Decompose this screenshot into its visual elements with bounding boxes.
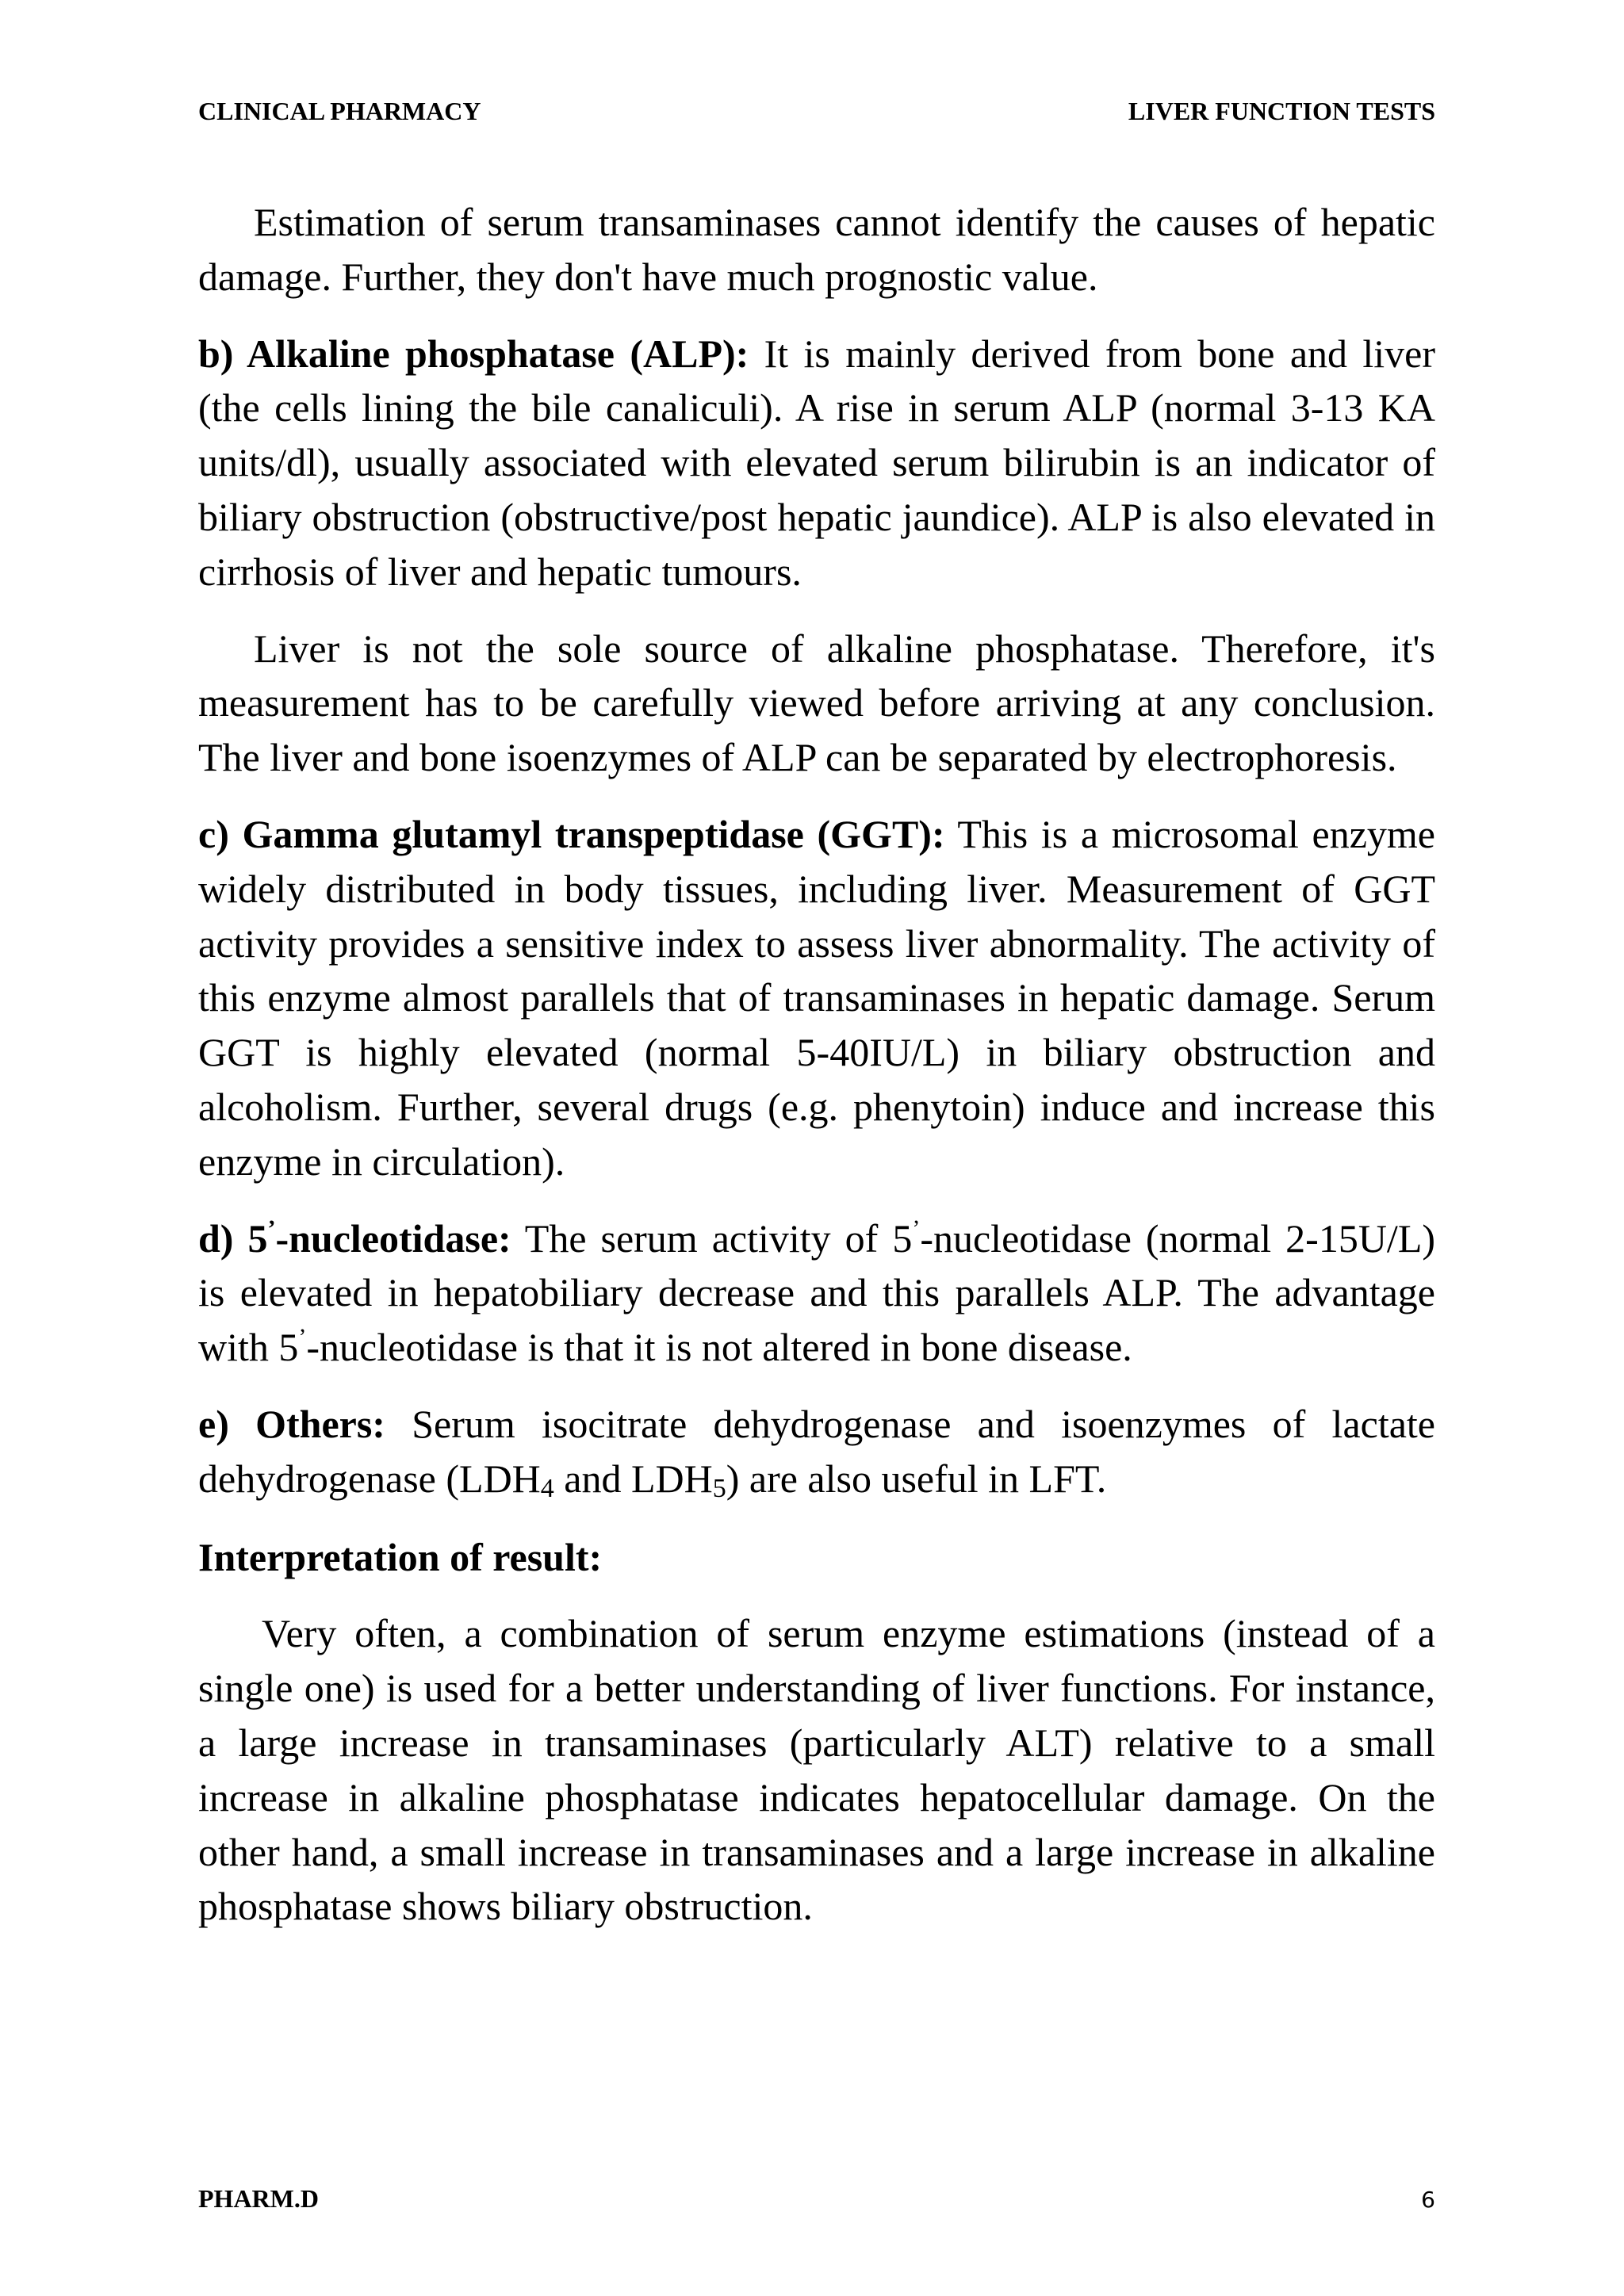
nucleotidase-heading-part: -nucleotidase: [275, 1215, 511, 1261]
paragraph-others [198, 1397, 1435, 1506]
page-number: 6 [1421, 2187, 1435, 2213]
nucleotidase-text: -nucleotidase is that it is not altered in bone disease. [306, 1325, 1132, 1370]
others-text: Serum isocitrate dehydrogenase and isoenzymes of lactate dehydrogenase (LDH [198, 1401, 1435, 1501]
nucleotidase-text: The serum activity of 5 [511, 1215, 913, 1261]
ggt-text: This is a microsomal enzyme widely distributed in body tissues, including liver. Measurement of GGT activity provides a sensitive index to assess liver abnormality. The activity of this enzyme almost parallels that of transaminases in hepatic damage. Serum GGT is highly elevated (normal 5-40IU/L) in biliary obstruction and alcoholism. Further, several drugs (e.g. phenytoin) induce and increase this enzyme in circulation). [198, 811, 1435, 1184]
paragraph-transaminases: Estimation of serum transaminases cannot identify the causes of hepatic damage. Further, they don't have much prognostic value. [198, 200, 1435, 299]
paragraph-alp-note: Liver is not the sole source of alkaline phosphatase. Therefore, it's measurement has to be carefully viewed before arriving at any conclusion. The liver and bone isoenzymes of ALP can be separated by electrophoresis. [198, 626, 1435, 780]
alp-text: It is mainly derived from bone and liver (the cells lining the bile canaliculi). A rise in serum ALP (normal 3-13 KA units/dl), usually associated with elevated serum bilirubin is an indicator of biliary obstruction (obstructive/post hepatic jaundice). ALP is also elevated in cirrhosis of liver and hepatic tumours. [198, 331, 1436, 594]
others-heading: e) Others: [198, 1401, 385, 1446]
prime-mark: ’ [298, 1324, 307, 1351]
page-body [198, 195, 1435, 1934]
running-footer [198, 2184, 1435, 2214]
nucleotidase-heading [198, 1216, 511, 1261]
subscript: 5 [712, 1473, 726, 1503]
prime-mark: ’ [267, 1215, 276, 1242]
paragraph-ggt [198, 807, 1435, 1189]
footer-program: PHARM.D [198, 2184, 319, 2213]
others-text: and LDH [553, 1456, 713, 1501]
section-heading-interpretation: Interpretation of result: [198, 1534, 603, 1579]
running-header [198, 97, 1435, 126]
nucleotidase-text: -nucleotidase (normal 2-15U/L) is elevated in hepatobiliary decrease and this parallels ALP. The advantage with 5 [198, 1215, 1436, 1370]
ggt-heading: c) Gamma glutamyl transpeptidase (GGT): [198, 811, 945, 856]
nucleotidase-heading-part: d) 5 [198, 1215, 268, 1261]
paragraph-alp [198, 327, 1435, 599]
others-text: ) are also useful in LFT. [726, 1456, 1107, 1501]
subscript: 4 [540, 1473, 554, 1503]
header-chapter-title: LIVER FUNCTION TESTS [1128, 97, 1435, 125]
paragraph-nucleotidase [198, 1211, 1435, 1375]
header-course-title: CLINICAL PHARMACY [198, 97, 481, 125]
prime-mark: ’ [912, 1215, 921, 1242]
alp-heading: b) Alkaline phosphatase (ALP): [198, 331, 749, 376]
paragraph-interpretation: Very often, a combination of serum enzyme estimations (instead of a single one) is used for a better understanding of liver functions. For instance, a large increase in transaminases (particularly ALT) relative to a small increase in alkaline phosphatase indicates hepatocellular damage. On the other hand, a small increase in transaminases and a large increase in alkaline phosphatase shows biliary obstruction. [198, 1611, 1435, 1929]
